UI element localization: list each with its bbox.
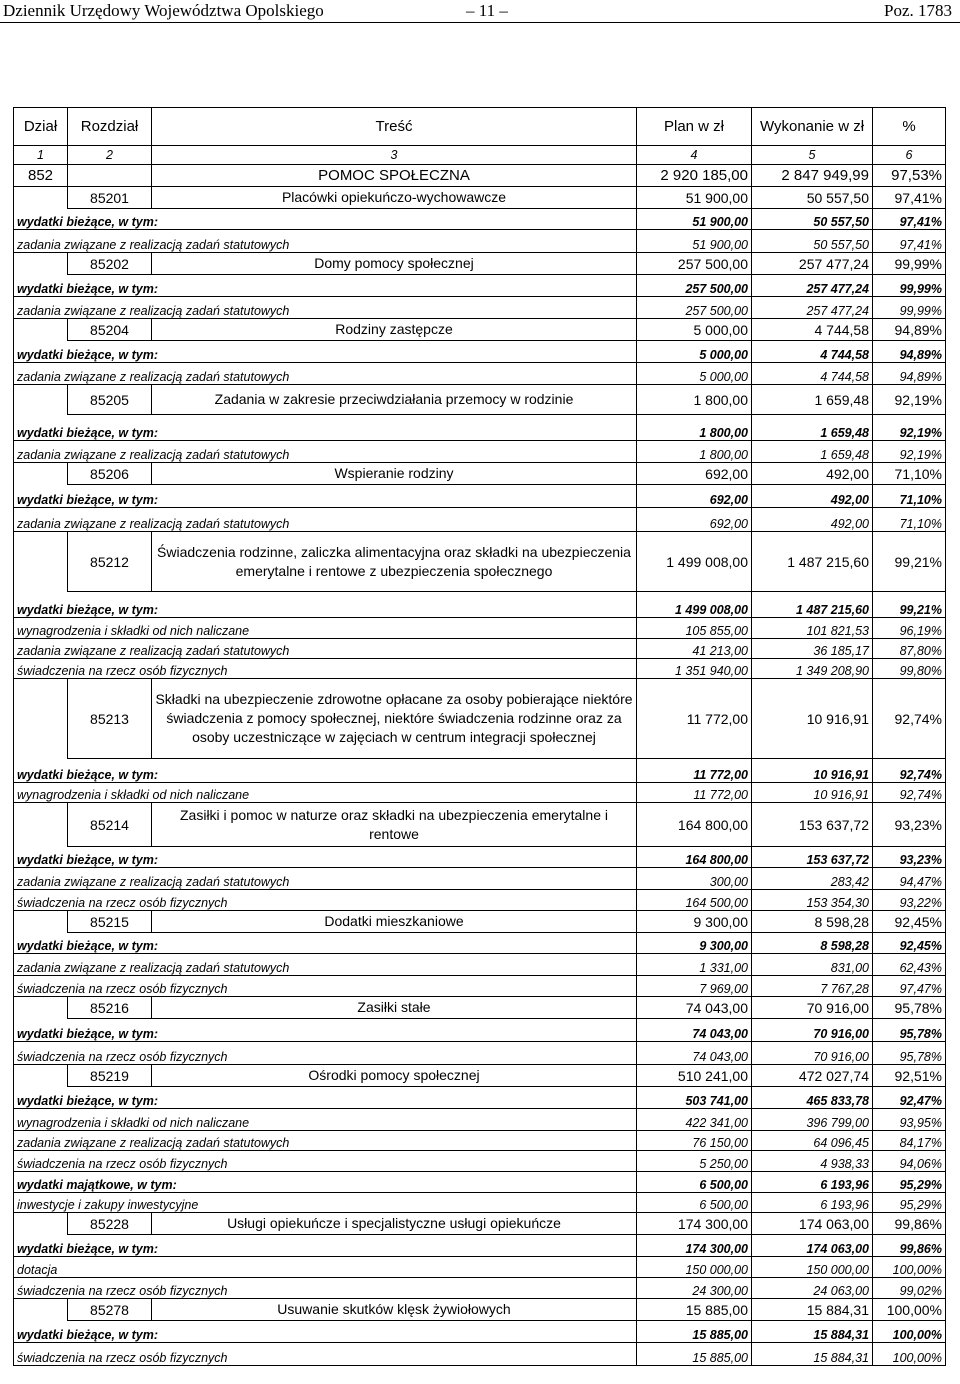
detail-exec: 101 821,53 <box>752 618 873 639</box>
chapter-name: Placówki opiekuńczo-wychowawcze <box>152 187 637 209</box>
detail-exec: 8 598,28 <box>752 933 873 954</box>
col-number: 3 <box>152 146 637 165</box>
detail-pct: 93,23% <box>873 847 946 868</box>
chapter-pct: 92,45% <box>873 911 946 933</box>
detail-label: zadania związane z realizacją zadań statutowych <box>14 297 637 319</box>
chapter-exec: 15 884,31 <box>752 1299 873 1321</box>
col-header-tresc: Treść <box>152 108 637 146</box>
chapter-blank-cell <box>14 997 68 1019</box>
detail-row <box>14 1343 946 1366</box>
header-rule <box>0 22 960 23</box>
detail-label: inwestycje i zakupy inwestycyjne <box>14 1193 637 1213</box>
chapter-plan: 174 300,00 <box>637 1213 752 1235</box>
chapter-code: 85213 <box>68 679 152 759</box>
detail-plan: 150 000,00 <box>637 1257 752 1278</box>
detail-plan: 41 213,00 <box>637 639 752 659</box>
section-code: 852 <box>14 165 68 187</box>
detail-label: wydatki bieżące, w tym: <box>14 847 637 868</box>
detail-plan: 692,00 <box>637 508 752 532</box>
detail-exec: 153 354,30 <box>752 890 873 911</box>
detail-label: świadczenia na rzecz osób fizycznych <box>14 890 637 911</box>
detail-exec: 492,00 <box>752 508 873 532</box>
detail-row <box>14 1235 946 1257</box>
detail-exec: 1 659,48 <box>752 415 873 441</box>
detail-row <box>14 275 946 297</box>
chapter-plan: 257 500,00 <box>637 253 752 275</box>
detail-label: wydatki bieżące, w tym: <box>14 275 637 297</box>
chapter-row <box>14 187 946 209</box>
detail-pct: 95,29% <box>873 1193 946 1213</box>
detail-label: wydatki bieżące, w tym: <box>14 759 637 783</box>
chapter-pct: 92,74% <box>873 679 946 759</box>
detail-label: zadania związane z realizacją zadań statutowych <box>14 868 637 890</box>
detail-row <box>14 508 946 532</box>
chapter-code: 85214 <box>68 803 152 847</box>
detail-row <box>14 976 946 997</box>
detail-row <box>14 1321 946 1343</box>
chapter-exec: 257 477,24 <box>752 253 873 275</box>
chapter-row <box>14 253 946 275</box>
detail-row <box>14 639 946 659</box>
detail-label: dotacja <box>14 1257 637 1278</box>
detail-label: wydatki bieżące, w tym: <box>14 485 637 508</box>
detail-label: zadania związane z realizacją zadań statutowych <box>14 363 637 385</box>
journal-title: Dziennik Urzędowy Województwa Opolskiego <box>3 1 324 20</box>
col-number: 5 <box>752 146 873 165</box>
chapter-plan: 692,00 <box>637 463 752 485</box>
detail-row <box>14 783 946 803</box>
col-header-rozdzial: Rozdział <box>68 108 152 146</box>
detail-pct: 97,41% <box>873 230 946 253</box>
detail-row <box>14 1151 946 1172</box>
detail-label: wydatki bieżące, w tym: <box>14 341 637 363</box>
detail-exec: 36 185,17 <box>752 639 873 659</box>
detail-exec: 4 744,58 <box>752 341 873 363</box>
chapter-code: 85212 <box>68 532 152 592</box>
detail-label: zadania związane z realizacją zadań statutowych <box>14 1131 637 1151</box>
chapter-pct: 97,41% <box>873 187 946 209</box>
detail-exec: 396 799,00 <box>752 1109 873 1131</box>
detail-exec: 6 193,96 <box>752 1193 873 1213</box>
detail-row <box>14 759 946 783</box>
detail-exec: 50 557,50 <box>752 230 873 253</box>
detail-label: wydatki bieżące, w tym: <box>14 1087 637 1109</box>
detail-exec: 153 637,72 <box>752 847 873 868</box>
detail-plan: 7 969,00 <box>637 976 752 997</box>
detail-pct: 97,41% <box>873 209 946 230</box>
detail-exec: 257 477,24 <box>752 275 873 297</box>
detail-pct: 99,21% <box>873 592 946 618</box>
chapter-code: 85204 <box>68 319 152 341</box>
chapter-name: Dodatki mieszkaniowe <box>152 911 637 933</box>
section-plan: 2 920 185,00 <box>637 165 752 187</box>
detail-pct: 96,19% <box>873 618 946 639</box>
detail-plan: 1 800,00 <box>637 415 752 441</box>
detail-row <box>14 485 946 508</box>
chapter-name: Usługi opiekuńcze i specjalistyczne usługi opiekuńcze <box>152 1213 637 1235</box>
detail-label: wynagrodzenia i składki od nich naliczane <box>14 783 637 803</box>
detail-row <box>14 1278 946 1299</box>
chapter-pct: 92,19% <box>873 385 946 415</box>
detail-exec: 70 916,00 <box>752 1019 873 1042</box>
detail-row <box>14 297 946 319</box>
chapter-pct: 94,89% <box>873 319 946 341</box>
column-number-row <box>14 146 946 165</box>
chapter-row <box>14 319 946 341</box>
detail-pct: 99,80% <box>873 659 946 679</box>
detail-exec: 7 767,28 <box>752 976 873 997</box>
detail-pct: 87,80% <box>873 639 946 659</box>
detail-plan: 6 500,00 <box>637 1193 752 1213</box>
chapter-exec: 472 027,74 <box>752 1065 873 1087</box>
detail-pct: 94,89% <box>873 363 946 385</box>
chapter-row <box>14 997 946 1019</box>
detail-row <box>14 659 946 679</box>
chapter-row <box>14 385 946 415</box>
detail-pct: 71,10% <box>873 508 946 532</box>
detail-exec: 24 063,00 <box>752 1278 873 1299</box>
chapter-name: Zadania w zakresie przeciwdziałania przemocy w rodzinie <box>152 385 637 415</box>
detail-plan: 164 800,00 <box>637 847 752 868</box>
section-row <box>14 165 946 187</box>
detail-exec: 1 349 208,90 <box>752 659 873 679</box>
chapter-code: 85201 <box>68 187 152 209</box>
detail-pct: 95,78% <box>873 1042 946 1065</box>
detail-pct: 100,00% <box>873 1257 946 1278</box>
detail-plan: 74 043,00 <box>637 1042 752 1065</box>
detail-exec: 10 916,91 <box>752 783 873 803</box>
chapter-row <box>14 1299 946 1321</box>
detail-row <box>14 441 946 463</box>
chapter-exec: 1 487 215,60 <box>752 532 873 592</box>
chapter-exec: 174 063,00 <box>752 1213 873 1235</box>
chapter-blank-cell <box>14 911 68 933</box>
chapter-code: 85202 <box>68 253 152 275</box>
detail-label: zadania związane z realizacją zadań statutowych <box>14 441 637 463</box>
chapter-code: 85216 <box>68 997 152 1019</box>
detail-pct: 94,06% <box>873 1151 946 1172</box>
detail-label: wynagrodzenia i składki od nich naliczane <box>14 618 637 639</box>
detail-pct: 92,47% <box>873 1087 946 1109</box>
col-header-percent: % <box>873 108 946 146</box>
chapter-plan: 5 000,00 <box>637 319 752 341</box>
detail-plan: 164 500,00 <box>637 890 752 911</box>
chapter-pct: 93,23% <box>873 803 946 847</box>
detail-row <box>14 933 946 954</box>
chapter-plan: 1 499 008,00 <box>637 532 752 592</box>
detail-row <box>14 363 946 385</box>
detail-label: wydatki bieżące, w tym: <box>14 1235 637 1257</box>
detail-label: świadczenia na rzecz osób fizycznych <box>14 1343 637 1366</box>
detail-plan: 15 885,00 <box>637 1321 752 1343</box>
chapter-name: Zasiłki i pomoc w naturze oraz składki na ubezpieczenia emerytalne i rentowe <box>152 803 637 847</box>
detail-plan: 11 772,00 <box>637 783 752 803</box>
section-blank <box>68 165 152 187</box>
detail-pct: 100,00% <box>873 1343 946 1366</box>
detail-plan: 6 500,00 <box>637 1172 752 1193</box>
chapter-row <box>14 679 946 759</box>
detail-label: wydatki bieżące, w tym: <box>14 1019 637 1042</box>
detail-label: wydatki bieżące, w tym: <box>14 933 637 954</box>
detail-pct: 92,19% <box>873 415 946 441</box>
chapter-blank-cell <box>14 319 68 341</box>
detail-exec: 64 096,45 <box>752 1131 873 1151</box>
detail-label: zadania związane z realizacją zadań statutowych <box>14 230 637 253</box>
detail-label: wydatki majątkowe, w tym: <box>14 1172 637 1193</box>
chapter-plan: 11 772,00 <box>637 679 752 759</box>
detail-plan: 74 043,00 <box>637 1019 752 1042</box>
detail-pct: 71,10% <box>873 485 946 508</box>
detail-plan: 300,00 <box>637 868 752 890</box>
detail-exec: 4 744,58 <box>752 363 873 385</box>
chapter-pct: 100,00% <box>873 1299 946 1321</box>
section-pct: 97,53% <box>873 165 946 187</box>
detail-exec: 4 938,33 <box>752 1151 873 1172</box>
detail-pct: 97,47% <box>873 976 946 997</box>
budget-table <box>13 107 946 1366</box>
section-name: POMOC SPOŁECZNA <box>152 165 637 187</box>
detail-exec: 15 884,31 <box>752 1343 873 1366</box>
detail-exec: 492,00 <box>752 485 873 508</box>
detail-exec: 465 833,78 <box>752 1087 873 1109</box>
detail-row <box>14 415 946 441</box>
budget-body <box>14 187 946 1366</box>
chapter-pct: 95,78% <box>873 997 946 1019</box>
detail-row <box>14 890 946 911</box>
detail-pct: 100,00% <box>873 1321 946 1343</box>
chapter-pct: 99,86% <box>873 1213 946 1235</box>
chapter-pct: 71,10% <box>873 463 946 485</box>
detail-pct: 99,86% <box>873 1235 946 1257</box>
detail-pct: 95,29% <box>873 1172 946 1193</box>
detail-plan: 5 000,00 <box>637 363 752 385</box>
detail-exec: 70 916,00 <box>752 1042 873 1065</box>
chapter-exec: 50 557,50 <box>752 187 873 209</box>
detail-exec: 150 000,00 <box>752 1257 873 1278</box>
detail-label: świadczenia na rzecz osób fizycznych <box>14 659 637 679</box>
chapter-plan: 9 300,00 <box>637 911 752 933</box>
detail-exec: 1 659,48 <box>752 441 873 463</box>
col-number: 2 <box>68 146 152 165</box>
chapter-blank-cell <box>14 532 68 592</box>
detail-plan: 76 150,00 <box>637 1131 752 1151</box>
detail-plan: 51 900,00 <box>637 230 752 253</box>
detail-row <box>14 1257 946 1278</box>
col-number: 6 <box>873 146 946 165</box>
col-number: 1 <box>14 146 68 165</box>
chapter-name: Domy pomocy społecznej <box>152 253 637 275</box>
chapter-name: Usuwanie skutków klęsk żywiołowych <box>152 1299 637 1321</box>
chapter-exec: 70 916,00 <box>752 997 873 1019</box>
chapter-exec: 153 637,72 <box>752 803 873 847</box>
chapter-pct: 92,51% <box>873 1065 946 1087</box>
chapter-row <box>14 911 946 933</box>
chapter-row <box>14 1065 946 1087</box>
chapter-blank-cell <box>14 803 68 847</box>
detail-row <box>14 341 946 363</box>
detail-exec: 831,00 <box>752 954 873 976</box>
detail-plan: 5 000,00 <box>637 341 752 363</box>
detail-pct: 84,17% <box>873 1131 946 1151</box>
detail-pct: 95,78% <box>873 1019 946 1042</box>
detail-pct: 94,89% <box>873 341 946 363</box>
detail-exec: 6 193,96 <box>752 1172 873 1193</box>
chapter-plan: 51 900,00 <box>637 187 752 209</box>
chapter-name: Wspieranie rodziny <box>152 463 637 485</box>
detail-row <box>14 618 946 639</box>
detail-label: wydatki bieżące, w tym: <box>14 415 637 441</box>
col-header-dzial: Dział <box>14 108 68 146</box>
chapter-code: 85206 <box>68 463 152 485</box>
chapter-name: Ośrodki pomocy społecznej <box>152 1065 637 1087</box>
detail-label: wydatki bieżące, w tym: <box>14 592 637 618</box>
detail-exec: 15 884,31 <box>752 1321 873 1343</box>
chapter-plan: 164 800,00 <box>637 803 752 847</box>
detail-pct: 94,47% <box>873 868 946 890</box>
section-exec: 2 847 949,99 <box>752 165 873 187</box>
detail-plan: 692,00 <box>637 485 752 508</box>
col-number: 4 <box>637 146 752 165</box>
detail-plan: 257 500,00 <box>637 297 752 319</box>
chapter-exec: 10 916,91 <box>752 679 873 759</box>
page-number: – 11 – <box>466 1 508 20</box>
detail-exec: 283,42 <box>752 868 873 890</box>
chapter-pct: 99,21% <box>873 532 946 592</box>
detail-exec: 1 487 215,60 <box>752 592 873 618</box>
chapter-blank-cell <box>14 1213 68 1235</box>
detail-row <box>14 1019 946 1042</box>
detail-pct: 92,74% <box>873 783 946 803</box>
detail-plan: 422 341,00 <box>637 1109 752 1131</box>
chapter-pct: 99,99% <box>873 253 946 275</box>
chapter-exec: 8 598,28 <box>752 911 873 933</box>
detail-exec: 10 916,91 <box>752 759 873 783</box>
detail-exec: 50 557,50 <box>752 209 873 230</box>
detail-row <box>14 592 946 618</box>
detail-label: zadania związane z realizacją zadań statutowych <box>14 639 637 659</box>
detail-label: wynagrodzenia i składki od nich naliczane <box>14 1109 637 1131</box>
detail-plan: 257 500,00 <box>637 275 752 297</box>
detail-pct: 92,74% <box>873 759 946 783</box>
detail-plan: 15 885,00 <box>637 1343 752 1366</box>
detail-pct: 93,95% <box>873 1109 946 1131</box>
detail-row <box>14 1193 946 1213</box>
chapter-name: Rodziny zastępcze <box>152 319 637 341</box>
detail-row <box>14 1109 946 1131</box>
detail-row <box>14 230 946 253</box>
chapter-plan: 74 043,00 <box>637 997 752 1019</box>
detail-label: świadczenia na rzecz osób fizycznych <box>14 1278 637 1299</box>
detail-plan: 9 300,00 <box>637 933 752 954</box>
chapter-blank-cell <box>14 1065 68 1087</box>
detail-row <box>14 868 946 890</box>
chapter-code: 85278 <box>68 1299 152 1321</box>
chapter-code: 85219 <box>68 1065 152 1087</box>
chapter-blank-cell <box>14 253 68 275</box>
detail-label: świadczenia na rzecz osób fizycznych <box>14 1042 637 1065</box>
detail-label: zadania związane z realizacją zadań statutowych <box>14 954 637 976</box>
detail-row <box>14 1131 946 1151</box>
chapter-blank-cell <box>14 1299 68 1321</box>
col-header-wykonanie: Wykonanie w zł <box>752 108 873 146</box>
detail-row <box>14 847 946 868</box>
chapter-code: 85228 <box>68 1213 152 1235</box>
chapter-blank-cell <box>14 385 68 415</box>
detail-exec: 174 063,00 <box>752 1235 873 1257</box>
chapter-row <box>14 463 946 485</box>
detail-pct: 92,45% <box>873 933 946 954</box>
detail-plan: 51 900,00 <box>637 209 752 230</box>
chapter-plan: 15 885,00 <box>637 1299 752 1321</box>
detail-plan: 24 300,00 <box>637 1278 752 1299</box>
chapter-exec: 492,00 <box>752 463 873 485</box>
detail-pct: 99,99% <box>873 297 946 319</box>
detail-row <box>14 1042 946 1065</box>
chapter-code: 85205 <box>68 385 152 415</box>
detail-pct: 99,99% <box>873 275 946 297</box>
detail-pct: 62,43% <box>873 954 946 976</box>
chapter-name: Zasiłki stałe <box>152 997 637 1019</box>
chapter-row <box>14 532 946 592</box>
detail-plan: 11 772,00 <box>637 759 752 783</box>
detail-plan: 1 331,00 <box>637 954 752 976</box>
detail-row <box>14 1087 946 1109</box>
detail-plan: 1 351 940,00 <box>637 659 752 679</box>
detail-pct: 99,02% <box>873 1278 946 1299</box>
chapter-name: Świadczenia rodzinne, zaliczka alimentacyjna oraz składki na ubezpieczenia emerytalne i rentowe z ubezpieczenia społecznego <box>152 532 637 592</box>
page-header <box>0 0 960 24</box>
detail-row <box>14 954 946 976</box>
chapter-row <box>14 1213 946 1235</box>
detail-plan: 1 499 008,00 <box>637 592 752 618</box>
detail-row <box>14 209 946 230</box>
detail-plan: 174 300,00 <box>637 1235 752 1257</box>
chapter-plan: 1 800,00 <box>637 385 752 415</box>
detail-label: świadczenia na rzecz osób fizycznych <box>14 1151 637 1172</box>
detail-pct: 93,22% <box>873 890 946 911</box>
detail-plan: 1 800,00 <box>637 441 752 463</box>
header-row <box>14 108 946 146</box>
chapter-blank-cell <box>14 187 68 209</box>
detail-plan: 105 855,00 <box>637 618 752 639</box>
detail-label: zadania związane z realizacją zadań statutowych <box>14 508 637 532</box>
item-number: Poz. 1783 <box>884 1 952 20</box>
col-header-plan: Plan w zł <box>637 108 752 146</box>
chapter-exec: 1 659,48 <box>752 385 873 415</box>
detail-exec: 257 477,24 <box>752 297 873 319</box>
detail-label: świadczenia na rzecz osób fizycznych <box>14 976 637 997</box>
detail-plan: 5 250,00 <box>637 1151 752 1172</box>
detail-plan: 503 741,00 <box>637 1087 752 1109</box>
chapter-exec: 4 744,58 <box>752 319 873 341</box>
chapter-code: 85215 <box>68 911 152 933</box>
chapter-plan: 510 241,00 <box>637 1065 752 1087</box>
chapter-blank-cell <box>14 463 68 485</box>
detail-label: wydatki bieżące, w tym: <box>14 1321 637 1343</box>
detail-label: wydatki bieżące, w tym: <box>14 209 637 230</box>
detail-pct: 92,19% <box>873 441 946 463</box>
chapter-blank-cell <box>14 679 68 759</box>
chapter-row <box>14 803 946 847</box>
chapter-name: Składki na ubezpieczenie zdrowotne opłacane za osoby pobierające niektóre świadczenia z pomocy społecznej, niektóre świadczenia rodzinne oraz za osoby uczestniczące w zajęciach w centrum integracji społecznej <box>152 679 637 759</box>
detail-row <box>14 1172 946 1193</box>
